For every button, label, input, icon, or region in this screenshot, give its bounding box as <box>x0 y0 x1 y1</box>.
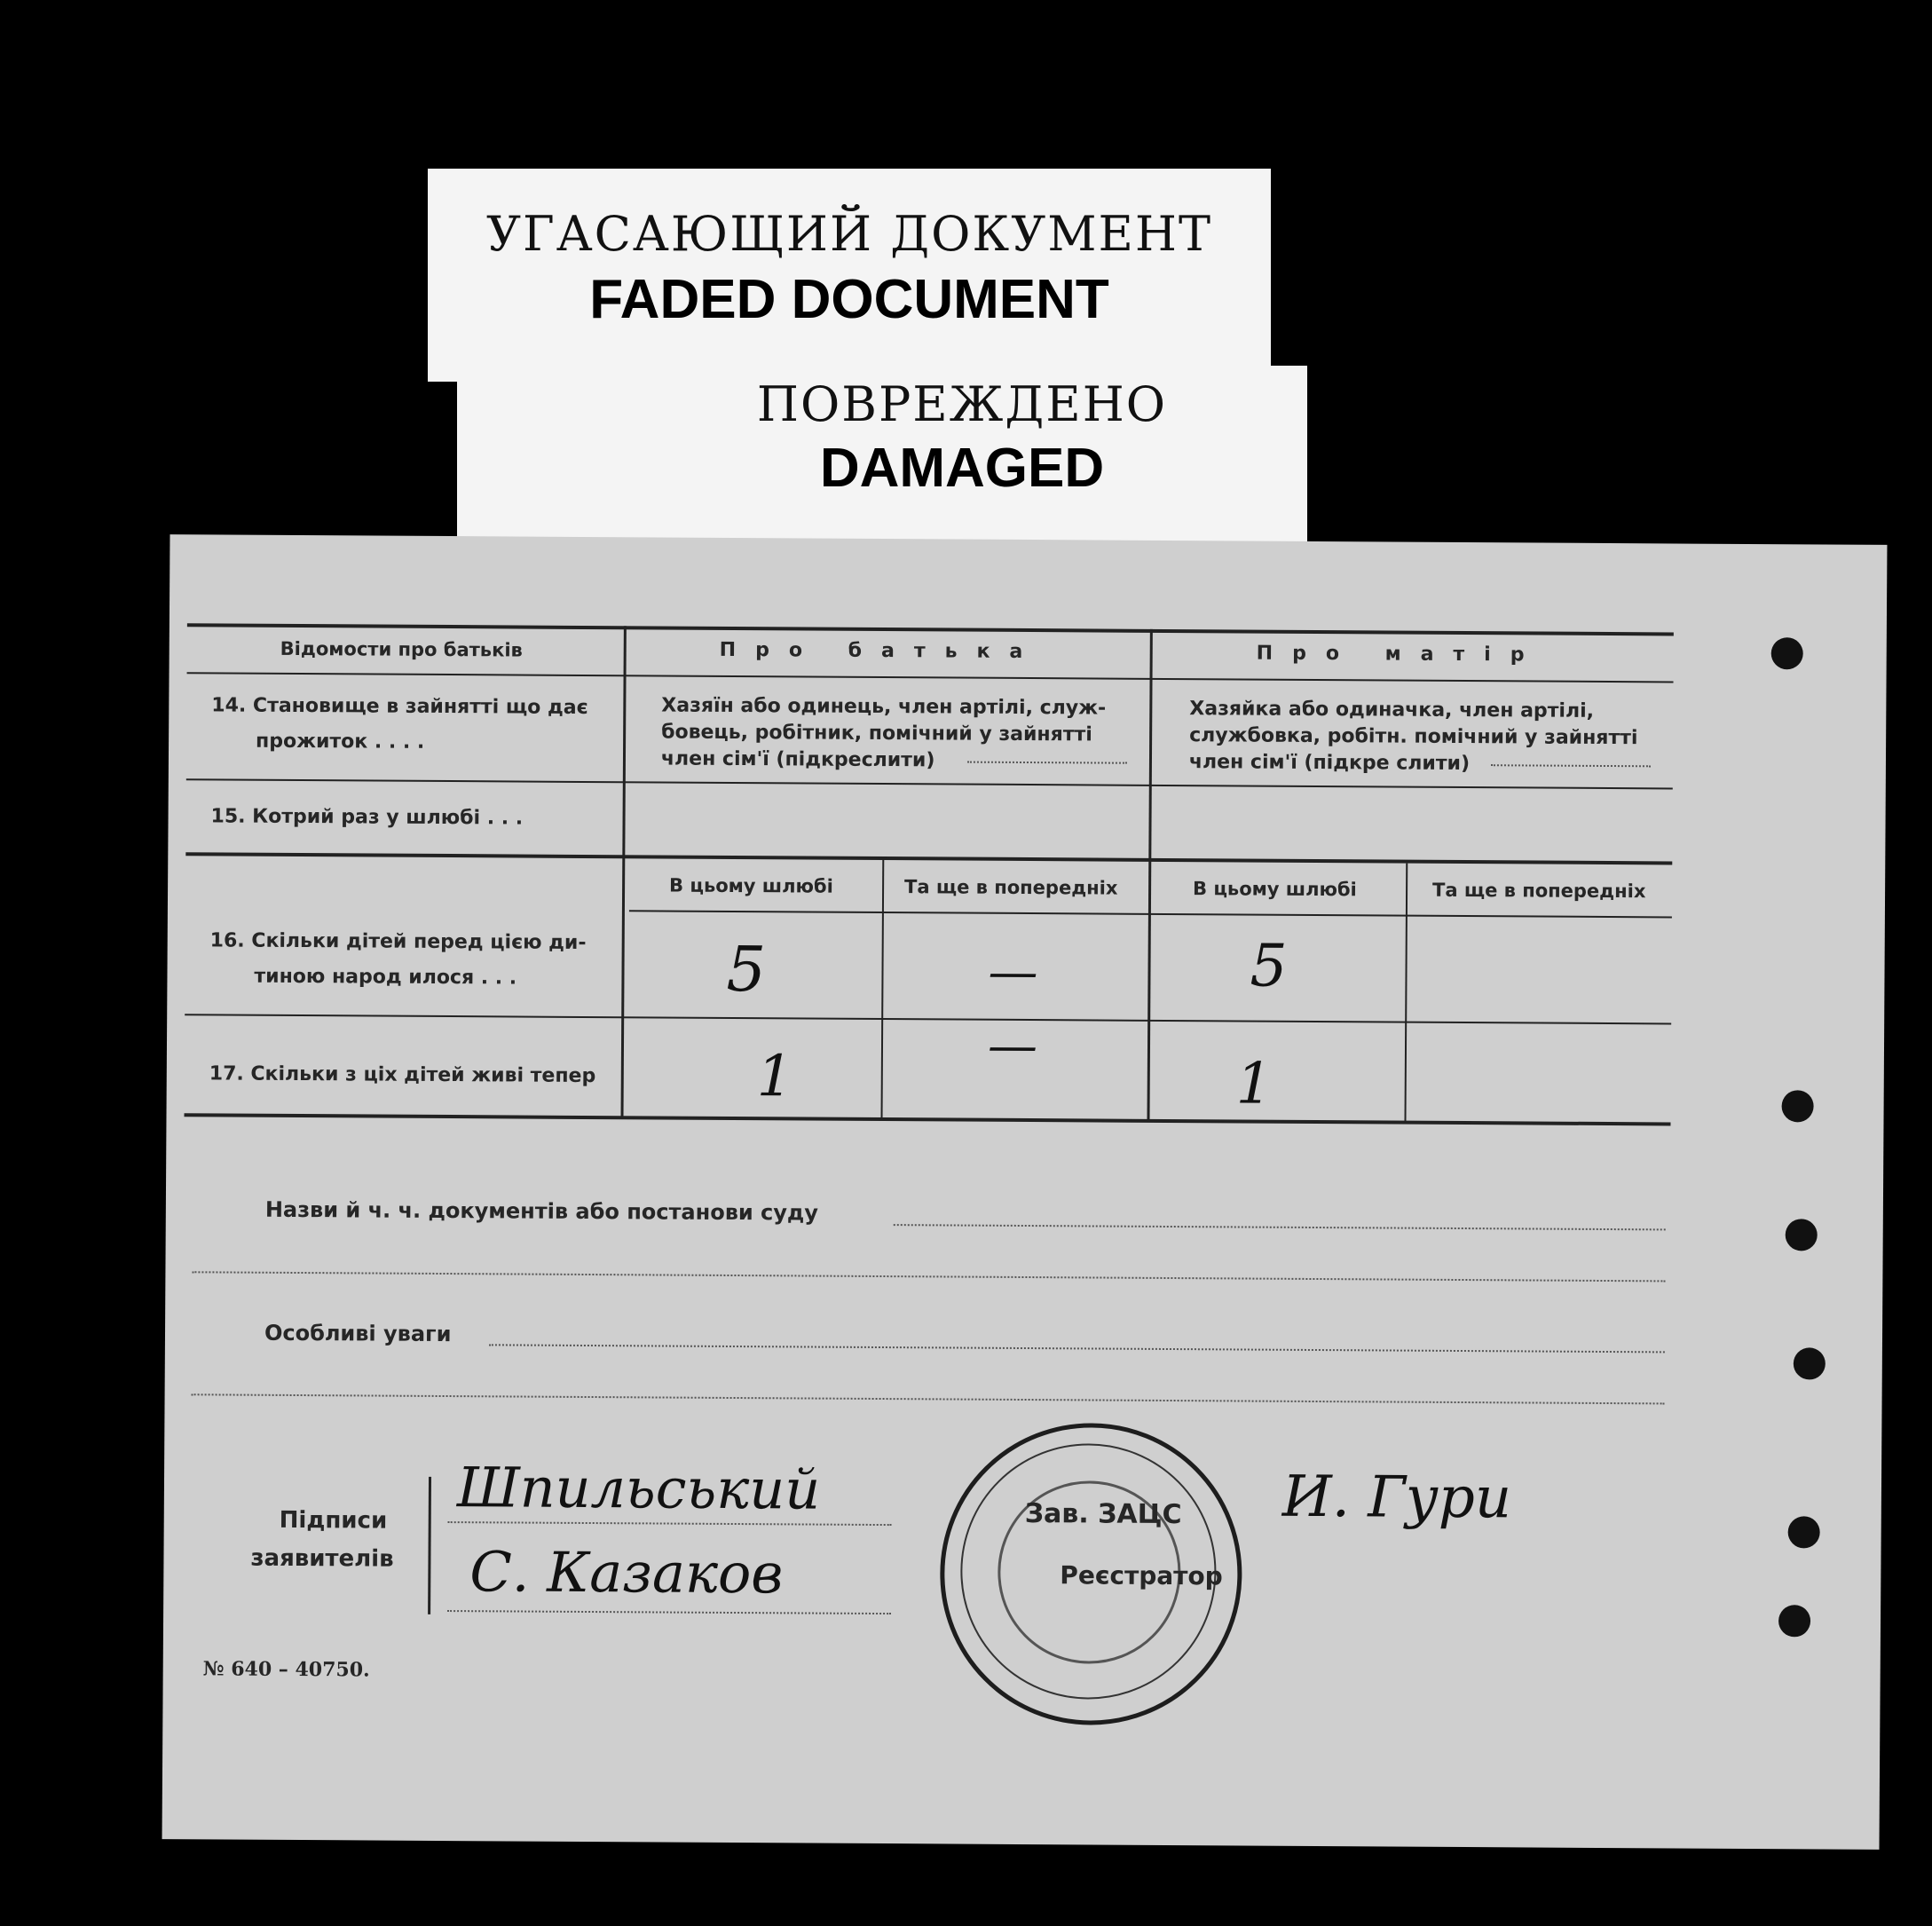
damaged-document-label <box>457 366 1307 543</box>
punch-hole <box>1786 1219 1818 1251</box>
row16-label-line1: 16. Скільки дітей перед цією ди- <box>209 929 587 954</box>
row17-father-prev-value: — <box>987 1016 1038 1076</box>
punch-hole <box>1781 1090 1813 1122</box>
row17-father-this-value: 1 <box>756 1044 793 1110</box>
damaged-label-ru: ПОВРЕЖДЕНО <box>756 376 1168 432</box>
row17-mother-this-value: 1 <box>1235 1051 1273 1117</box>
row14-father-occupation: Хазяїн або одинець, член артілі, служ- бовець, робітник, помічний у зайнятті член сім'ї (підкреслити) <box>660 694 1107 772</box>
faded-document-label <box>428 169 1271 382</box>
punch-hole <box>1794 1347 1826 1379</box>
row14-label-line1: 14. Становище в зайнятті що дає <box>211 694 588 719</box>
father-previous-header: Та ще в попередніх <box>904 876 1118 899</box>
punch-hole <box>1788 1516 1820 1548</box>
row14-label-line2: прожиток . . . . <box>256 730 425 754</box>
row14-mother-occupation: Хазяйка або одиначка, член артілі, службовка, робітн. помічний у зайнятті член сім'ї (підкре слити) <box>1188 698 1638 776</box>
damaged-label-en: DAMAGED <box>819 438 1105 499</box>
father-this-marriage-header: В цьому шлюбі <box>669 874 833 897</box>
official-signature: И. Гури <box>1281 1464 1512 1532</box>
row16-label-line2: тиною народ илося . . . <box>254 965 517 990</box>
row16-father-prev-value: — <box>988 943 1038 1002</box>
header-parents-info: Відомости про батьків <box>280 637 523 661</box>
faded-label-en: FADED DOCUMENT <box>589 269 1109 330</box>
document-sheet <box>162 534 1888 1850</box>
remarks-label: Особливі уваги <box>264 1320 452 1347</box>
form-number: № 640 – 40750. <box>202 1657 370 1682</box>
mother-this-marriage-header: В цьому шлюбі <box>1193 878 1357 901</box>
registrar-label: Реєстратор <box>1060 1560 1223 1591</box>
signatures-label-line1: Підписи <box>279 1506 388 1535</box>
registrar-head-label: Зав. ЗАЦС <box>1024 1498 1182 1531</box>
applicant-signature-2: С. Казаков <box>469 1539 784 1606</box>
row16-father-this-value: 5 <box>726 932 767 1006</box>
applicant-signature-1: Шпильський <box>456 1455 821 1522</box>
header-about-father: Про батька <box>719 638 1043 664</box>
header-about-mother: Про матір <box>1256 642 1544 667</box>
punch-hole <box>1778 1605 1810 1637</box>
faded-label-ru: УГАСАЮЩИЙ ДОКУМЕНТ <box>485 206 1213 262</box>
row16-mother-this-value: 5 <box>1250 931 1288 1000</box>
row15-label: 15. Котрий раз у шлюбі . . . <box>210 805 524 830</box>
documents-label: Назви й ч. ч. документів або постанови суду <box>264 1196 819 1226</box>
mother-previous-header: Та ще в попередніх <box>1432 879 1646 903</box>
punch-hole <box>1771 637 1803 669</box>
signatures-label-line2: заявителів <box>250 1544 394 1573</box>
row17-label: 17. Скільки з ціх дітей живі тепер <box>209 1062 596 1088</box>
